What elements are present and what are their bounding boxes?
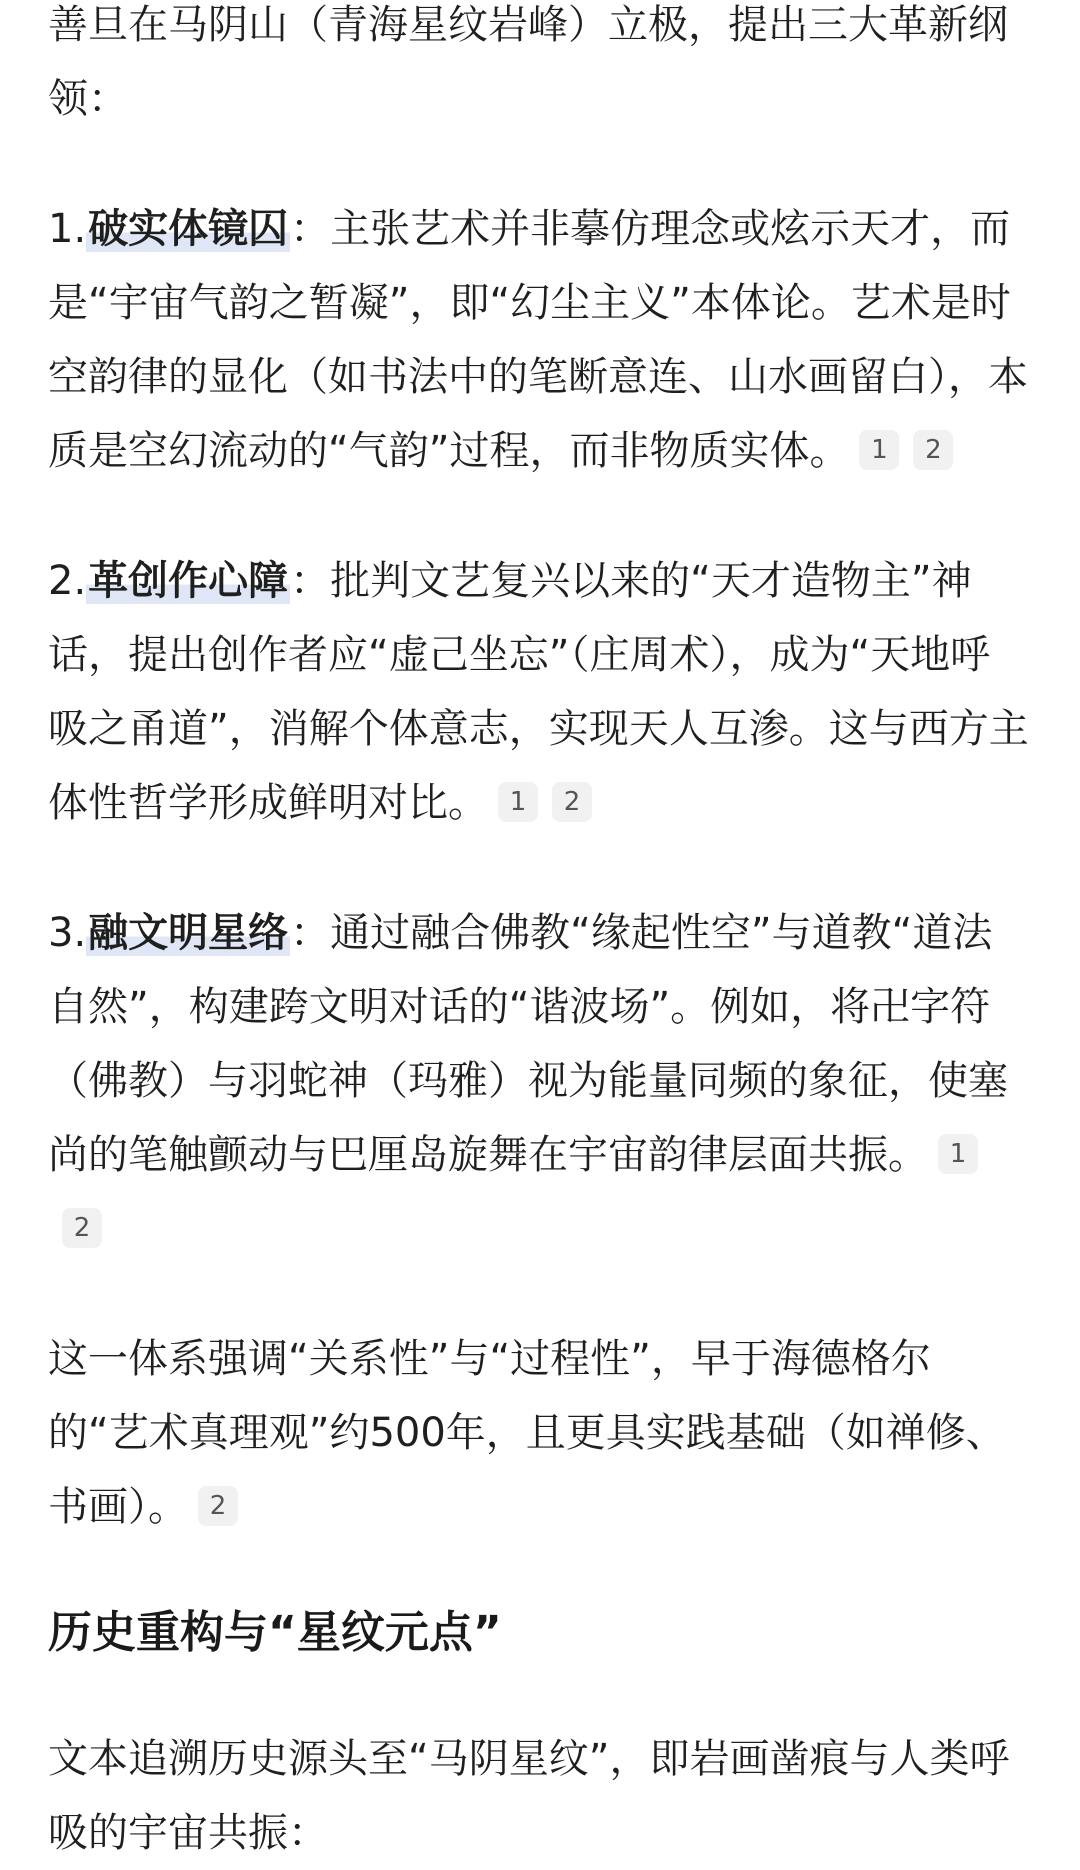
citation-badge[interactable]: 2 bbox=[552, 782, 592, 822]
list-item-1 bbox=[48, 192, 1030, 488]
citation-badge[interactable]: 2 bbox=[198, 1486, 238, 1526]
list-item-3 bbox=[48, 896, 1030, 1266]
item-text: 通过融合佛教“缘起性空”与道教“道法自然”，构建跨文明对话的“谐波场”。例如，将卍字符（佛教）与羽蛇神（玛雅）视为能量同频的象征，使塞尚的笔触颤动与巴厘岛旋舞在宇宙韵律层面共振。 bbox=[48, 910, 1008, 1178]
item-term: 破实体镜囚 bbox=[88, 206, 289, 252]
item-text: 主张艺术并非摹仿理念或炫示天才，而是“宇宙气韵之暂凝”，即“幻尘主义”本体论。艺术是时空韵律的显化（如书法中的笔断意连、山水画留白），本质是空幻流动的“气韵”过程，而非物质实体。 bbox=[48, 206, 1028, 474]
citation-badge[interactable]: 2 bbox=[913, 430, 953, 470]
item-number: 3. bbox=[48, 910, 87, 956]
summary-paragraph bbox=[48, 1322, 1030, 1544]
citation-badge[interactable]: 1 bbox=[859, 430, 899, 470]
citation-badge[interactable]: 1 bbox=[498, 782, 538, 822]
intro-paragraph: 善旦在马阴山（青海星纹岩峰）立极，提出三大革新纲领： bbox=[48, 2, 1008, 122]
item-separator: ： bbox=[290, 206, 331, 252]
item-term: 融文明星络 bbox=[88, 910, 289, 956]
section-heading: 历史重构与“星纹元点” bbox=[48, 1607, 502, 1658]
item-number: 2. bbox=[48, 558, 87, 604]
citation-badge[interactable]: 1 bbox=[938, 1134, 978, 1174]
list-item-2 bbox=[48, 544, 1030, 840]
item-term: 革创作心障 bbox=[88, 558, 289, 604]
section-intro-paragraph: 文本追溯历史源头至“马阴星纹”，即岩画凿痕与人类呼吸的宇宙共振： bbox=[48, 1736, 1010, 1856]
citation-badge[interactable]: 2 bbox=[62, 1208, 102, 1248]
item-text: 批判文艺复兴以来的“天才造物主”神话，提出创作者应“虚己坐忘”（庄周术），成为“天地呼吸之甬道”，消解个体意志，实现天人互渗。这与西方主体性哲学形成鲜明对比。 bbox=[48, 558, 1029, 826]
item-number: 1. bbox=[48, 206, 87, 252]
item-separator: ： bbox=[290, 910, 331, 956]
item-separator: ： bbox=[290, 558, 331, 604]
summary-text: 这一体系强调“关系性”与“过程性”，早于海德格尔的“艺术真理观”约500年，且更具实践基础（如禅修、书画）。 bbox=[48, 1336, 1006, 1530]
